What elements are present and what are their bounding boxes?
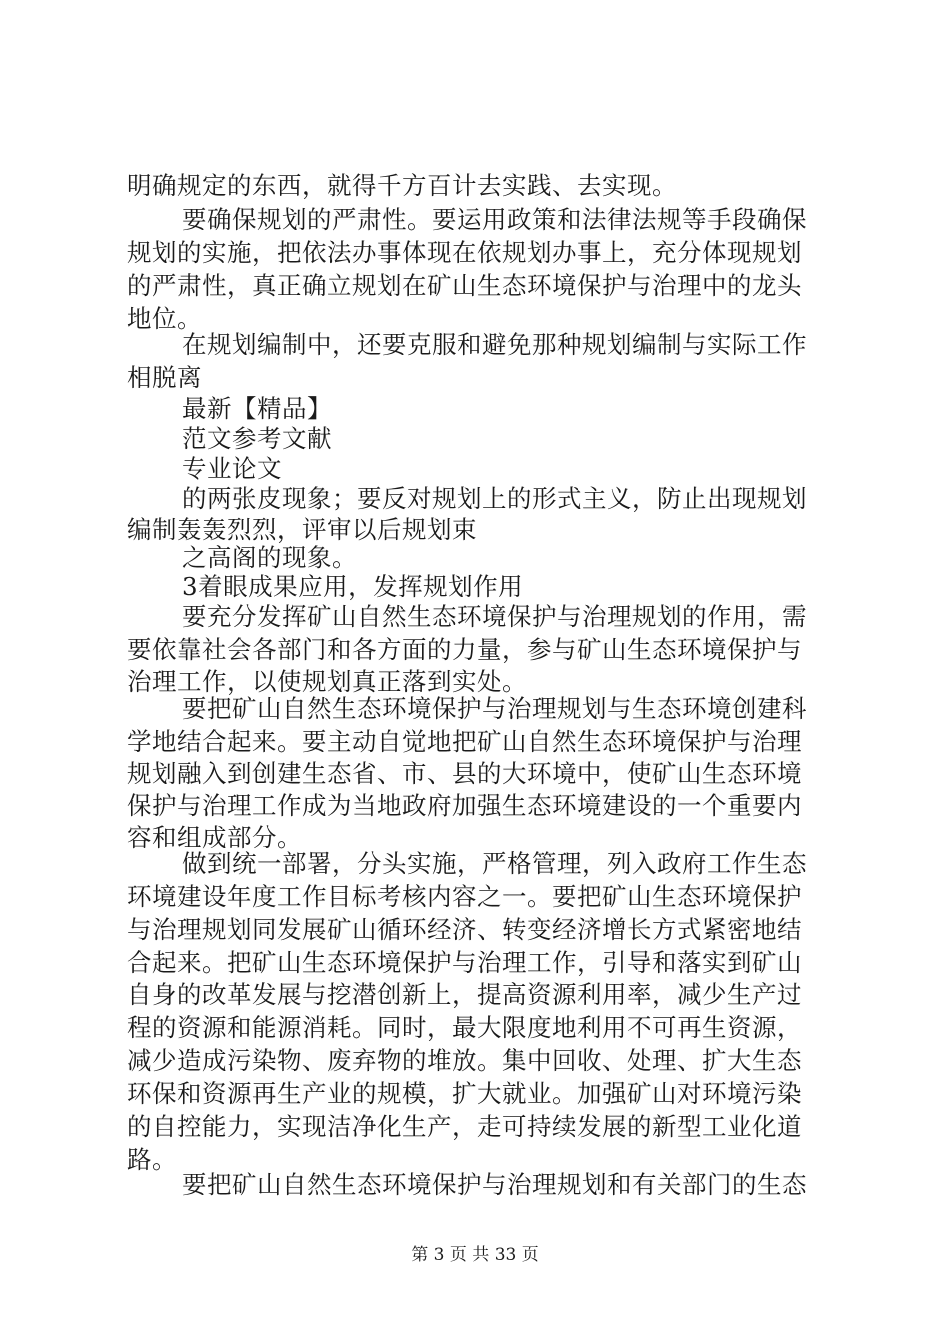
text-line: 环保和资源再生产业的规模，扩大就业。加强矿山对环境污染 (127, 1079, 802, 1108)
text-line: 与治理规划同发展矿山循环经济、转变经济增长方式紧密地结 (127, 915, 802, 944)
text-line: 要充分发挥矿山自然生态环境保护与治理规划的作用，需 (182, 602, 807, 631)
text-line: 容和组成部分。 (127, 823, 302, 852)
text-line: 治理工作，以使规划真正落到实处。 (127, 667, 527, 696)
text-line: 在规划编制中，还要克服和避免那种规划编制与实际工作 (182, 330, 807, 359)
text-line: 自身的改革发展与挖潜创新上，提高资源利用率，减少生产过 (127, 980, 802, 1009)
text-line: 环境建设年度工作目标考核内容之一。要把矿山生态环境保护 (127, 882, 802, 911)
text-line: 保护与治理工作成为当地政府加强生态环境建设的一个重要内 (127, 791, 802, 820)
text-line: 之高阁的现象。 (182, 543, 357, 572)
text-line: 学地结合起来。要主动自觉地把矿山自然生态环境保护与治理 (127, 727, 802, 756)
text-line: 做到统一部署，分头实施，严格管理，列入政府工作生态 (182, 849, 807, 878)
text-line: 的自控能力，实现洁净化生产，走可持续发展的新型工业化道 (127, 1112, 802, 1141)
text-line: 路。 (127, 1145, 177, 1174)
text-line: 要把矿山自然生态环境保护与治理规划和有关部门的生态 (182, 1170, 807, 1199)
page-number-footer: 第 3 页 共 33 页 (411, 1245, 539, 1265)
text-line: 要确保规划的严肃性。要运用政策和法律法规等手段确保 (182, 205, 807, 234)
text-line: 范文参考文献 (182, 424, 332, 453)
text-line: 的两张皮现象；要反对规划上的形式主义，防止出现规划 (182, 484, 807, 513)
text-line: 地位。 (127, 304, 202, 333)
text-line: 要依靠社会各部门和各方面的力量，参与矿山生态环境保护与 (127, 635, 802, 664)
text-line: 专业论文 (182, 454, 282, 483)
text-line: 要把矿山自然生态环境保护与治理规划与生态环境创建科 (182, 694, 807, 723)
text-line: 合起来。把矿山生态环境保护与治理工作，引导和落实到矿山 (127, 948, 802, 977)
text-line: 编制轰轰烈烈，评审以后规划束 (127, 515, 477, 544)
text-line: 的严肃性，真正确立规划在矿山生态环境保护与治理中的龙头 (127, 271, 802, 300)
text-line: 减少造成污染物、废弃物的堆放。集中回收、处理、扩大生态 (127, 1046, 802, 1075)
text-line: 规划的实施，把依法办事体现在依规划办事上，充分体现规划 (127, 238, 802, 267)
text-line: 3着眼成果应用，发挥规划作用 (182, 572, 524, 601)
text-line: 明确规定的东西，就得千方百计去实践、去实现。 (127, 171, 677, 200)
text-line: 相脱离 (127, 363, 202, 392)
text-line: 程的资源和能源消耗。同时，最大限度地利用不可再生资源， (127, 1013, 802, 1042)
text-line: 规划融入到创建生态省、市、县的大环境中，使矿山生态环境 (127, 759, 802, 788)
text-line: 最新【精品】 (182, 394, 332, 423)
